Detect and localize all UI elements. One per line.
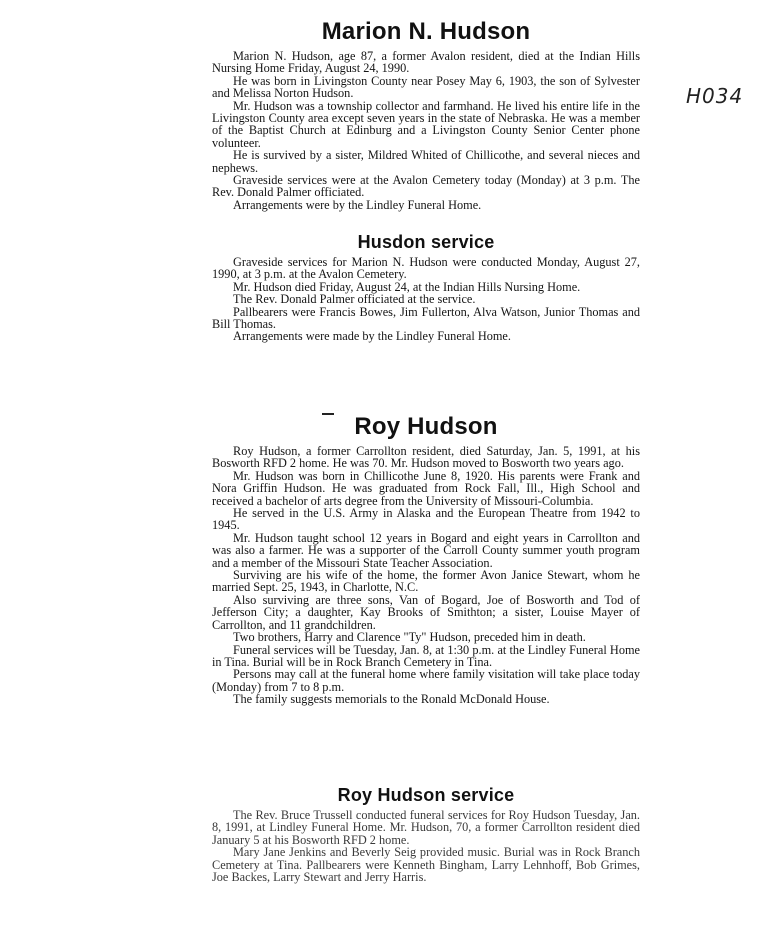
- obituary-marion-hudson: [212, 18, 640, 211]
- paragraph: Surviving are his wife of the home, the former Avon Janice Stewart, whom he married Sept. 25, 1943, in Charlotte, N.C.: [212, 568, 640, 595]
- paragraph: Two brothers, Harry and Clarence "Ty" Hudson, preceded him in death.: [233, 630, 586, 645]
- obituary-hudson-service: [212, 231, 640, 343]
- paragraph: Pallbearers were Francis Bowes, Jim Fullerton, Alva Watson, Junior Thomas and Bill Thomas.: [212, 304, 640, 332]
- headline-roy-hudson-service: Roy Hudson service: [337, 785, 515, 805]
- paragraph: Graveside services for Marion N. Hudson were conducted Monday, August 27, 1990, at 3 p.m. at the Avalon Cemetery.: [212, 255, 640, 282]
- paragraph: Persons may call at the funeral home where family visitation will take place today (Monday) from 7 to 8 p.m.: [212, 667, 640, 694]
- paragraph: The Rev. Bruce Trussell conducted funeral services for Roy Hudson Tuesday, Jan. 8, 1991, at Lindley Funeral Home. Mr. Hudson, 70, a former Carrollton resident died January 5 at his Bosworth RFD 2 home.: [212, 808, 640, 847]
- obituary-roy-hudson-service: [212, 784, 640, 883]
- headline-hudson-service: Husdon service: [357, 232, 495, 252]
- paragraph: He served in the U.S. Army in Alaska and the European Theatre from 1942 to 1945.: [212, 506, 640, 533]
- paragraph: Mr. Hudson was a township collector and farmhand. He lived his entire life in the Livingston County area except seven years in the state of Nebraska. He was a member of the Baptist Church at Edinburg and a Livingston County Senior Center phone volunteer.: [212, 98, 640, 150]
- headline-roy-hudson: Roy Hudson: [354, 413, 498, 440]
- paragraph: Roy Hudson, a former Carrollton resident, died Saturday, Jan. 5, 1991, at his Bosworth RFD 2 home. He was 70. Mr. Hudson moved to Bosworth two years ago.: [212, 444, 640, 471]
- paragraph: He is survived by a sister, Mildred Whited of Chillicothe, and several nieces and nephews.: [212, 148, 640, 175]
- paragraph: Mr. Hudson was born in Chillicothe June 8, 1920. His parents were Frank and Nora Griffin Hudson. He was graduated from Rock Fall, Ill., High School and received a bachelor of arts degree from the University of Missouri-Columbia.: [212, 468, 640, 508]
- handwritten-annotation: H034: [686, 84, 744, 108]
- paragraph: Arrangements were made by the Lindley Funeral Home.: [233, 329, 511, 344]
- paragraph: Also surviving are three sons, Van of Bogard, Joe of Bosworth and Tod of Jefferson City; a daughter, Kay Brooks of Smithton; a sister, Louise Mayer of Carrollton, and 11 grandchildren.: [212, 592, 640, 632]
- paragraph: The Rev. Donald Palmer officiated at the service.: [233, 292, 476, 307]
- headline-marion-hudson: Marion N. Hudson: [321, 18, 531, 45]
- paragraph: Funeral services will be Tuesday, Jan. 8, at 1:30 p.m. at the Lindley Funeral Home in Tina. Burial will be in Rock Branch Cemetery in Tina.: [212, 642, 640, 669]
- obituary-roy-hudson: [212, 413, 640, 706]
- paragraph: He was born in Livingston County near Posey May 6, 1903, the son of Sylvester and Melissa Norton Hudson.: [212, 73, 640, 101]
- paragraph: Arrangements were by the Lindley Funeral Home.: [233, 197, 482, 212]
- paragraph: Mary Jane Jenkins and Beverly Seig provided music. Burial was in Rock Branch Cemetery at Tina. Pallbearers were Kenneth Bingham, Larry Lehnhoff, Bob Grimes, Joe Backes, Larry Stewart and Jerry Harris.: [212, 845, 640, 885]
- paragraph: The family suggests memorials to the Ronald McDonald House.: [233, 692, 550, 707]
- paragraph: Mr. Hudson taught school 12 years in Bogard and eight years in Carrollton and was also a farmer. He was a supporter of the Carroll County summer youth program and a member of the Missouri State Teacher Association.: [212, 530, 640, 570]
- paragraph: Marion N. Hudson, age 87, a former Avalon resident, died at the Indian Hills Nursing Home Friday, August 24, 1990.: [212, 49, 640, 76]
- paragraph: Mr. Hudson died Friday, August 24, at the Indian Hills Nursing Home.: [233, 279, 581, 294]
- paragraph: Graveside services were at the Avalon Cemetery today (Monday) at 3 p.m. The Rev. Donald Palmer officiated.: [212, 173, 640, 200]
